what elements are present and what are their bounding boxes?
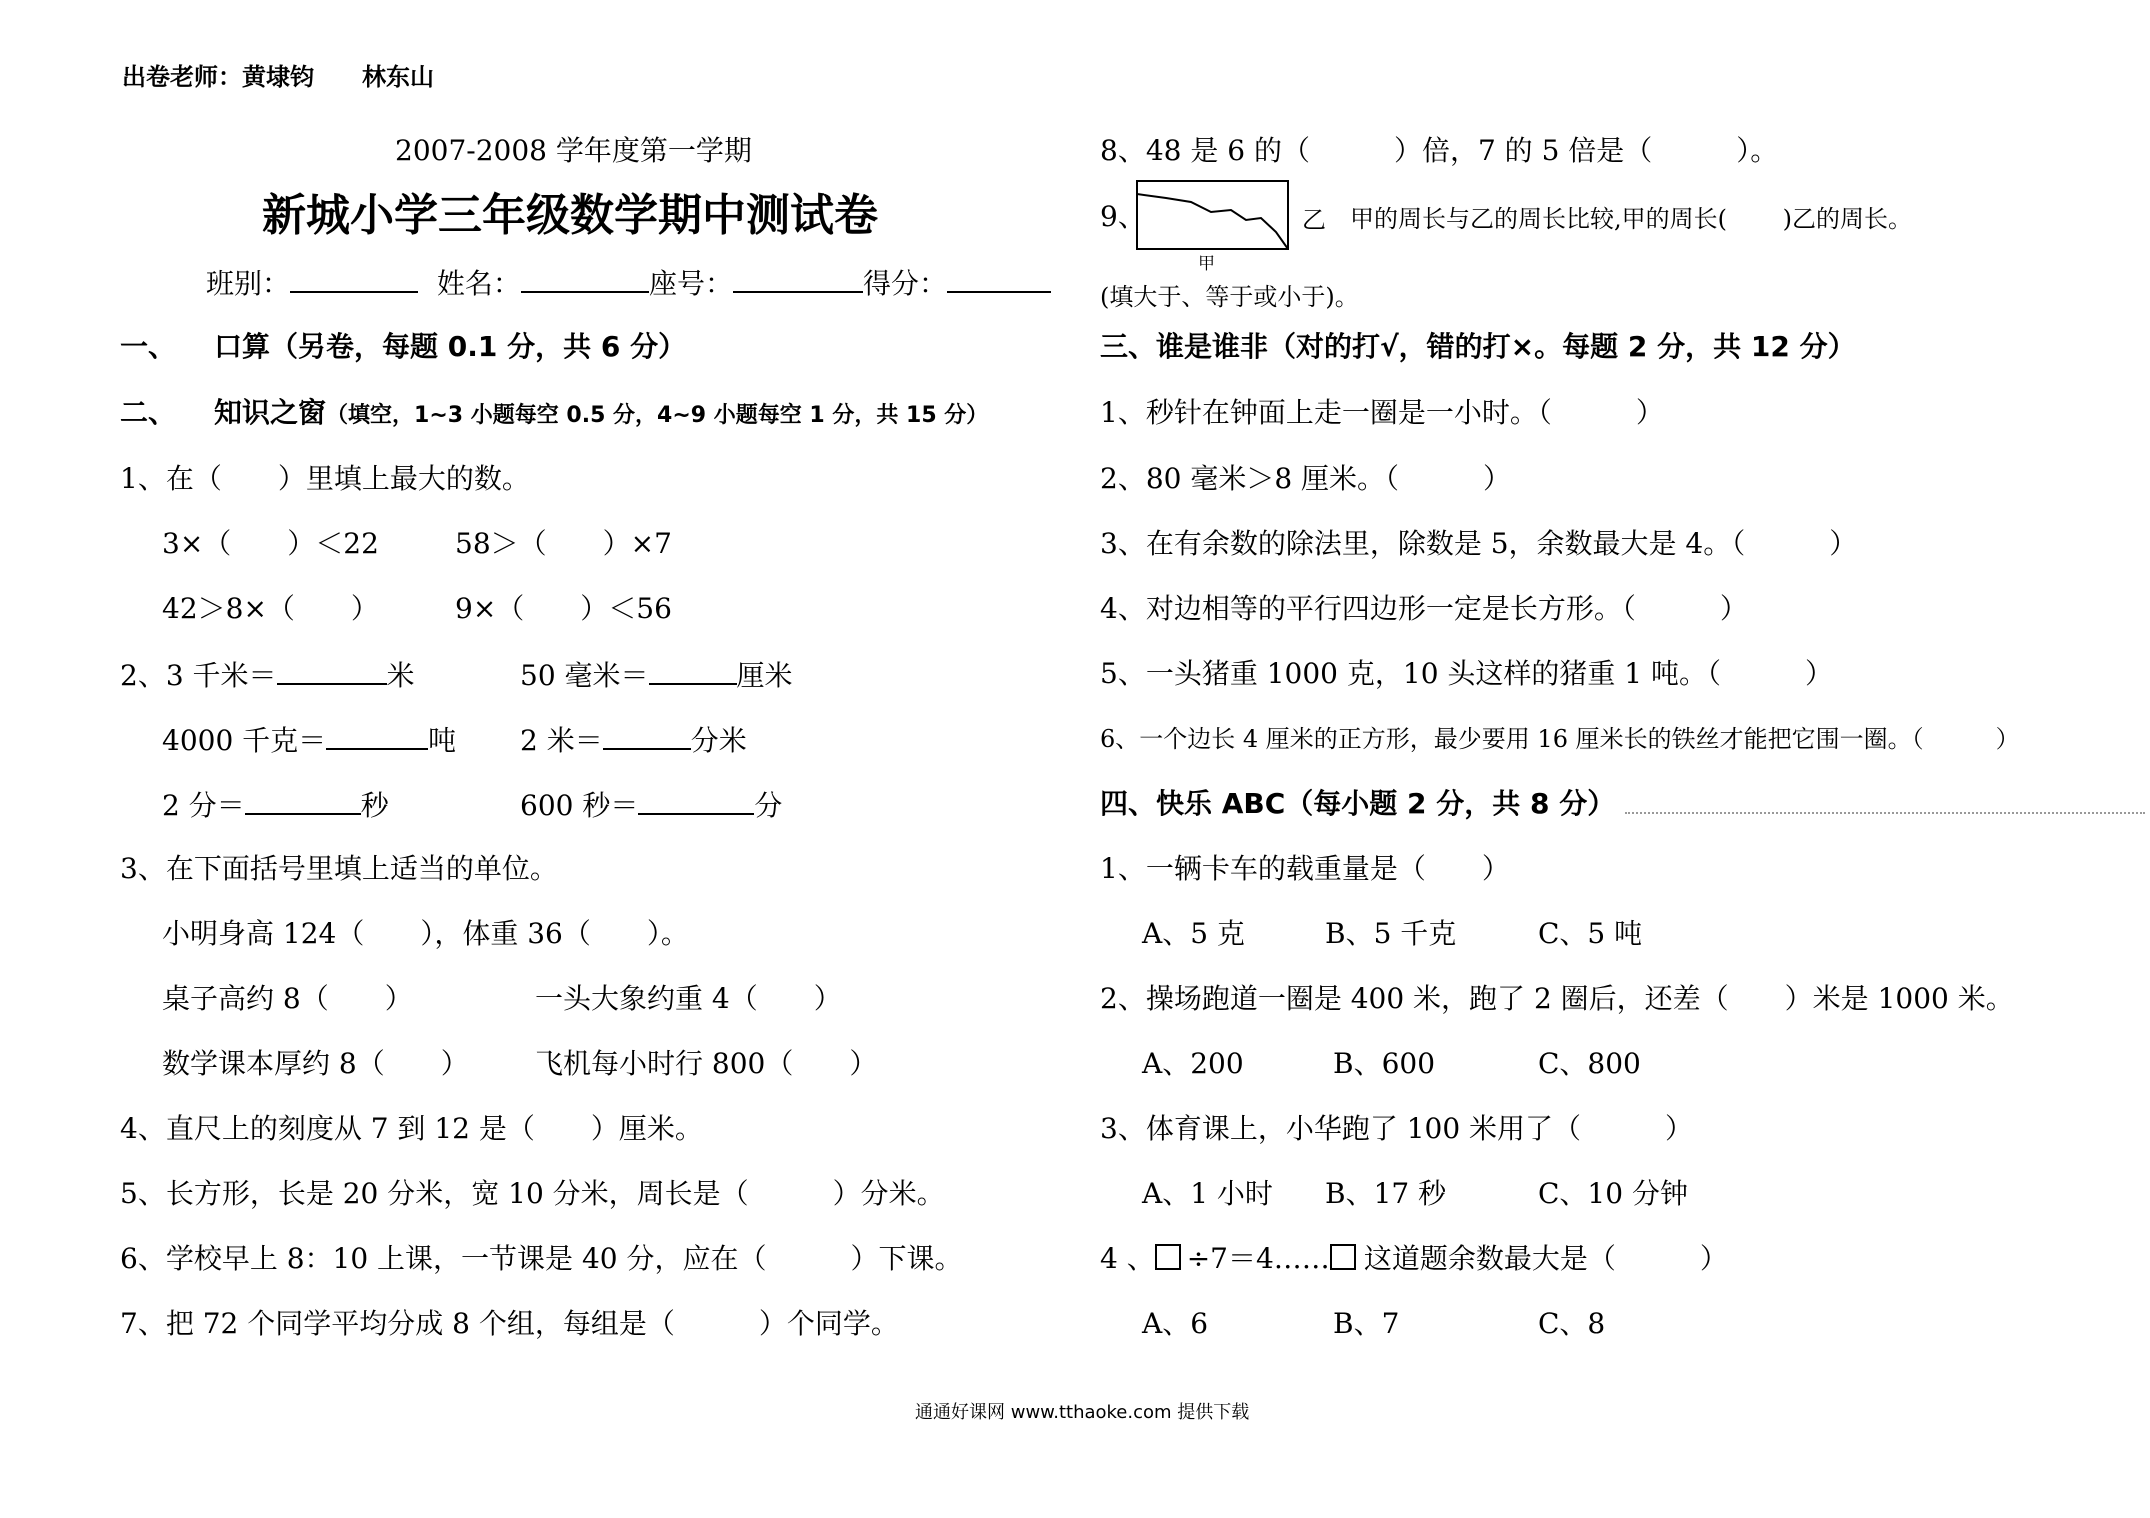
q2-f-blank[interactable] — [638, 787, 754, 815]
footer-credit: 通通好课网 www.tthaoke.com 提供下载 — [915, 1402, 1250, 1423]
dividing-curve — [1137, 194, 1288, 249]
q1-item-b: 58＞（ ）×7 — [455, 527, 672, 560]
q2-a-unit: 米 — [386, 659, 415, 692]
section-4-heading: 四、快乐 ABC（每小题 2 分，共 8 分） — [1100, 787, 1616, 820]
q3-item-d: 数学课本厚约 8（ ） — [162, 1047, 469, 1080]
q2-a-blank[interactable] — [277, 657, 387, 685]
perimeter-figure — [1136, 180, 1290, 252]
name-blank[interactable] — [521, 265, 649, 293]
dividend-box[interactable] — [1155, 1244, 1181, 1270]
q2-c-blank[interactable] — [326, 722, 428, 750]
s3-item-4: 4、对边相等的平行四边形一定是长方形。（ ） — [1100, 592, 1748, 625]
remainder-box[interactable] — [1330, 1244, 1356, 1270]
section-2-number: 二、 — [120, 396, 177, 429]
section-1-title: 口算（另卷，每题 0.1 分，共 6 分） — [214, 330, 687, 363]
q2-b-unit: 厘米 — [736, 659, 793, 692]
s4-q3-prompt: 3、体育课上，小华跑了 100 米用了（ ） — [1100, 1112, 1694, 1145]
question-1-prompt: 1、在（ ）里填上最大的数。 — [120, 462, 530, 495]
section-1-number: 一、 — [120, 330, 177, 363]
q1-item-a: 3×（ ）＜22 — [162, 527, 379, 560]
section-2-title: 知识之窗 — [214, 396, 327, 429]
s4-q2-option-b: B、600 — [1333, 1047, 1436, 1080]
q2-c-text: 4000 千克＝ — [162, 724, 327, 757]
q2-b-text: 50 毫米＝ — [520, 659, 649, 692]
seat-blank[interactable] — [733, 265, 863, 293]
s4-q4-option-a: A、6 — [1142, 1307, 1209, 1340]
s4-q4-option-b: B、7 — [1333, 1307, 1400, 1340]
s4-q1-option-c: C、5 吨 — [1538, 917, 1643, 950]
seat-label: 座号： — [648, 267, 733, 300]
q2-item-f — [520, 787, 782, 823]
q9-note: (填大于、等于或小于)。 — [1100, 283, 1359, 311]
q2-item-e — [162, 787, 389, 823]
q2-d-unit: 分米 — [690, 724, 747, 757]
q1-item-d: 9×（ ）＜56 — [455, 592, 672, 625]
question-7: 7、把 72 个同学平均分成 8 个组，每组是（ ）个同学。 — [120, 1307, 899, 1340]
s4-q4-option-c: C、8 — [1538, 1307, 1606, 1340]
q2-e-blank[interactable] — [245, 787, 361, 815]
question-5: 5、长方形，长是 20 分米，宽 10 分米，周长是（ ）分米。 — [120, 1177, 945, 1210]
s4-q3-option-c: C、10 分钟 — [1538, 1177, 1688, 1210]
q2-c-unit: 吨 — [428, 724, 457, 757]
q9-text: 甲的周长与乙的周长比较,甲的周长( )乙的周长。 — [1350, 205, 1912, 233]
s4-q4-question: 这道题余数最大是（ ） — [1363, 1242, 1728, 1275]
q2-e-text: 2 分＝ — [162, 789, 245, 822]
name-label: 姓名： — [436, 267, 521, 300]
q2-d-blank[interactable] — [603, 722, 691, 750]
q2-e-unit: 秒 — [360, 789, 389, 822]
q2-item-d — [520, 722, 747, 758]
q3-item-e: 飞机每小时行 800（ ） — [535, 1047, 878, 1080]
section-2-heading — [120, 396, 988, 430]
student-info-row — [206, 265, 1051, 301]
s4-q4-equation: ÷7＝4…… — [1186, 1242, 1330, 1275]
q2-item-c — [162, 722, 456, 758]
section-1-heading — [120, 330, 686, 364]
s3-item-2: 2、80 毫米＞8 厘米。（ ） — [1100, 462, 1512, 495]
score-blank[interactable] — [947, 265, 1051, 293]
exam-authors: 出卷老师：黄埭钧 林东山 — [122, 63, 434, 91]
s4-q3-option-a: A、1 小时 — [1142, 1177, 1273, 1210]
question-3-prompt: 3、在下面括号里填上适当的单位。 — [120, 852, 558, 885]
q1-item-c: 42＞8×（ ） — [162, 592, 379, 625]
class-label: 班别： — [206, 267, 291, 300]
s4-q1-prompt: 1、一辆卡车的载重量是（ ） — [1100, 852, 1510, 885]
q2-d-text: 2 米＝ — [520, 724, 603, 757]
s3-item-6: 6、一个边长 4 厘米的正方形，最少要用 16 厘米长的铁丝才能把它围一圈。（ ） — [1100, 725, 2020, 753]
s4-q3-option-b: B、17 秒 — [1325, 1177, 1447, 1210]
figure-outline — [1137, 181, 1288, 249]
q3-item-c: 一头大象约重 4（ ） — [535, 982, 842, 1015]
s3-item-3: 3、在有余数的除法里，除数是 5，余数最大是 4。（ ） — [1100, 527, 1858, 560]
q2-item-b — [520, 657, 793, 693]
class-blank[interactable] — [290, 265, 418, 293]
s4-q1-option-b: B、5 千克 — [1325, 917, 1457, 950]
q9-number: 9、 — [1100, 200, 1146, 233]
region-yi-label: 乙 — [1302, 206, 1326, 234]
q2-f-text: 600 秒＝ — [520, 789, 639, 822]
s4-q2-option-c: C、800 — [1538, 1047, 1641, 1080]
section-3-heading: 三、谁是谁非（对的打√，错的打×。每题 2 分，共 12 分） — [1100, 330, 1856, 363]
region-jia-label: 甲 — [1198, 254, 1215, 274]
s4-q2-option-a: A、200 — [1142, 1047, 1244, 1080]
term-label: 2007-2008 学年度第一学期 — [395, 134, 752, 167]
s4-q2-prompt: 2、操场跑道一圈是 400 米，跑了 2 圈后，还差（ ）米是 1000 米。 — [1100, 982, 2014, 1015]
s4-q4-prompt — [1100, 1242, 1728, 1276]
question-6: 6、学校早上 8：10 上课，一节课是 40 分，应在（ ）下课。 — [120, 1242, 963, 1275]
dotted-rule — [1625, 812, 2145, 814]
s4-q4-number: 4 、 — [1100, 1242, 1155, 1275]
s3-item-1: 1、秒针在钟面上走一圈是一小时。（ ） — [1100, 396, 1664, 429]
q2-b-blank[interactable] — [649, 657, 737, 685]
q3-item-b: 桌子高约 8（ ） — [162, 982, 413, 1015]
s3-item-5: 5、一头猪重 1000 克，10 头这样的猪重 1 吨。（ ） — [1100, 657, 1834, 690]
q3-item-a: 小明身高 124（ ），体重 36（ ）。 — [162, 917, 689, 950]
q2-item-a — [120, 657, 415, 693]
question-4: 4、直尺上的刻度从 7 到 12 是（ ）厘米。 — [120, 1112, 703, 1145]
s4-q1-option-a: A、5 克 — [1142, 917, 1245, 950]
q2-f-unit: 分 — [754, 789, 783, 822]
score-label: 得分： — [862, 267, 947, 300]
section-2-note: （填空，1~3 小题每空 0.5 分，4~9 小题每空 1 分，共 15 分） — [326, 403, 989, 428]
question-8: 8、48 是 6 的（ ）倍，7 的 5 倍是（ ）。 — [1100, 134, 1779, 167]
q2-a-text: 2、3 千米＝ — [120, 659, 277, 692]
page-title: 新城小学三年级数学期中测试卷 — [262, 190, 878, 241]
